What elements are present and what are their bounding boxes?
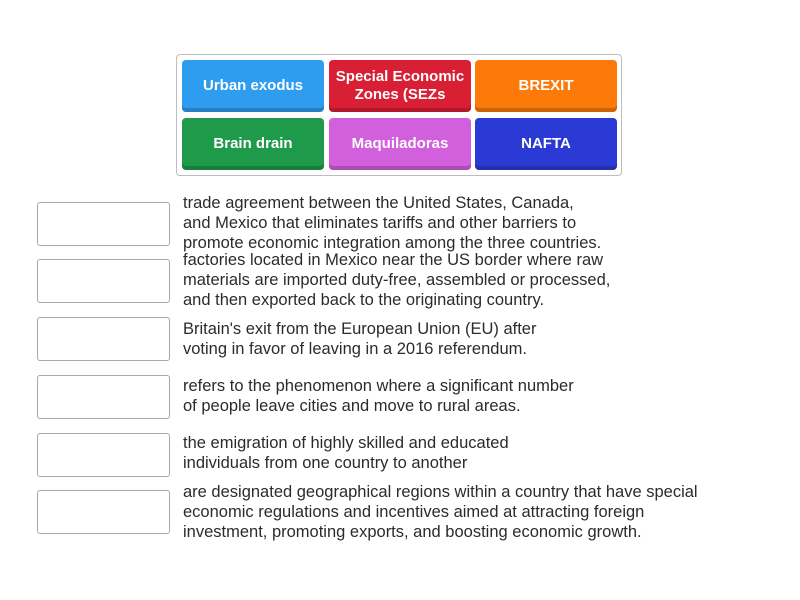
- definition-text: trade agreement between the United States, Canada, and Mexico that eliminates tariffs and other barriers to promote economic integration among the three countries.: [183, 194, 602, 252]
- definition-text: are designated geographical regions within a country that have special economic regulations and incentives aimed at attracting foreign investment, promoting exports, and boosting economic growth.: [183, 483, 698, 541]
- tile-label: Brain drain: [213, 135, 293, 152]
- tile-label: Maquiladoras: [351, 135, 449, 152]
- tile-label: Special Economic Zones (SEZs: [335, 68, 465, 103]
- drop-slot[interactable]: [37, 433, 170, 477]
- definition-text: the emigration of highly skilled and educated individuals from one country to another: [183, 434, 509, 472]
- tile-maquiladoras[interactable]: [329, 118, 471, 170]
- definition-text: factories located in Mexico near the US border where raw materials are imported duty-free, assembled or processed, and then exported back to the originating country.: [183, 251, 611, 309]
- drop-slot[interactable]: [37, 490, 170, 534]
- tile-urban-exodus[interactable]: [182, 60, 324, 112]
- tile-label: NAFTA: [521, 135, 571, 152]
- tile-special-economic-zones[interactable]: [329, 60, 471, 112]
- drop-slot[interactable]: [37, 375, 170, 419]
- definition-text: Britain's exit from the European Union (EU) after voting in favor of leaving in a 2016 referendum.: [183, 320, 537, 358]
- tile-label: Urban exodus: [202, 77, 304, 94]
- drop-slot[interactable]: [37, 259, 170, 303]
- answer-tray: [176, 54, 622, 176]
- drop-slot[interactable]: [37, 202, 170, 246]
- tile-nafta[interactable]: [475, 118, 617, 170]
- tile-label: BREXIT: [518, 77, 574, 94]
- tile-brain-drain[interactable]: [182, 118, 324, 170]
- tile-brexit[interactable]: [475, 60, 617, 112]
- definition-text: refers to the phenomenon where a significant number of people leave cities and move to rural areas.: [183, 377, 574, 415]
- drop-slot[interactable]: [37, 317, 170, 361]
